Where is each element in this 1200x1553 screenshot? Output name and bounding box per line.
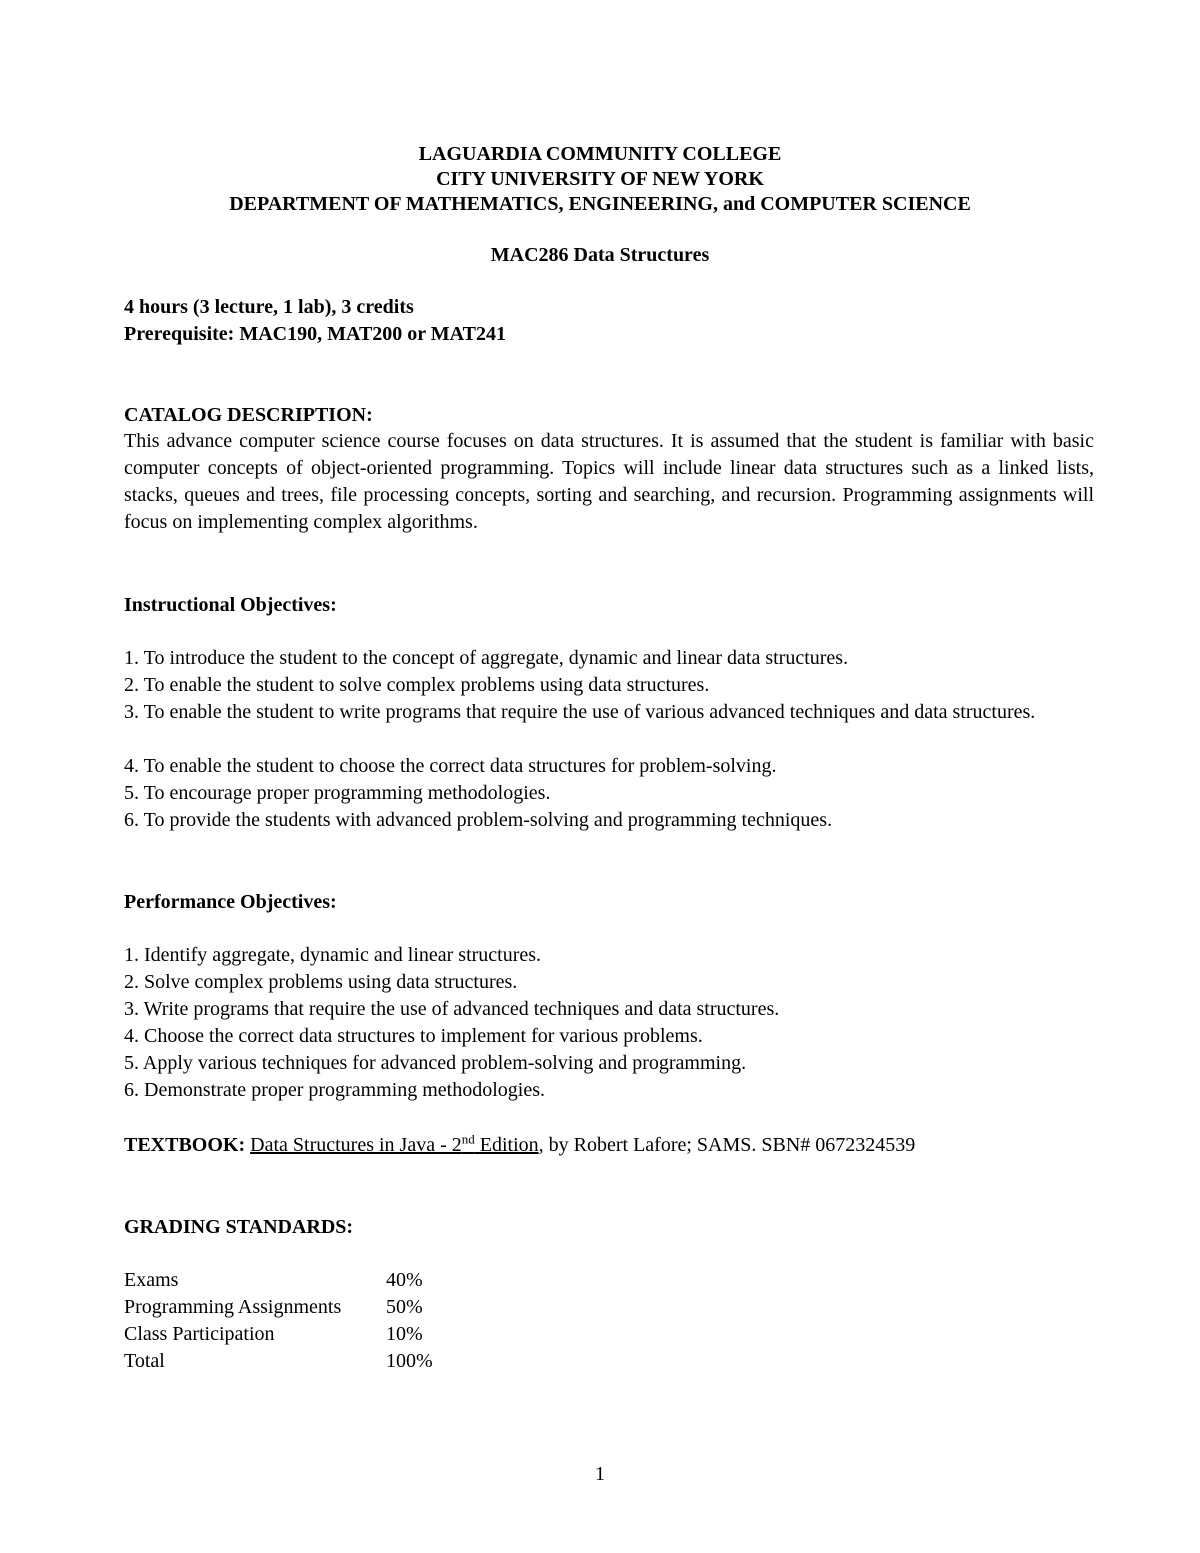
department-name: DEPARTMENT OF MATHEMATICS, ENGINEERING, and COMPUTER SCIENCE: [229, 193, 971, 215]
grading-label: Class Participation: [124, 1323, 275, 1345]
instructional-heading: Instructional Objectives:: [124, 594, 337, 616]
textbook-label: TEXTBOOK:: [124, 1134, 246, 1156]
instructional-item: 3. To enable the student to write programs that require the use of various advanced techniques and data structures.: [124, 701, 1036, 723]
instructional-item: 2. To enable the student to solve complex problems using data structures.: [124, 674, 710, 696]
course-title: MAC286 Data Structures: [490, 244, 710, 266]
performance-heading: Performance Objectives:: [124, 891, 337, 913]
instructional-item: 4. To enable the student to choose the correct data structures for problem-solving.: [124, 755, 777, 777]
college-name: LAGUARDIA COMMUNITY COLLEGE: [418, 143, 782, 165]
grading-label: Exams: [124, 1269, 179, 1291]
textbook-title: [250, 1131, 539, 1156]
performance-item: 3. Write programs that require the use of advanced techniques and data structures.: [124, 998, 780, 1020]
university-name: CITY UNIVERSITY OF NEW YORK: [436, 168, 764, 190]
catalog-heading: CATALOG DESCRIPTION:: [124, 404, 373, 426]
grading-value: 100%: [386, 1350, 433, 1372]
page-number: 1: [595, 1463, 605, 1485]
textbook-line: [124, 1132, 915, 1158]
grading-value: 10%: [386, 1323, 423, 1345]
textbook-details: , by Robert Lafore; SAMS. SBN# 0672324539: [538, 1134, 916, 1156]
textbook-title-sup: nd: [461, 1131, 475, 1147]
performance-item: 5. Apply various techniques for advanced problem-solving and programming.: [124, 1052, 747, 1074]
performance-item: 6. Demonstrate proper programming methodologies.: [124, 1079, 546, 1101]
textbook-title-end: Edition: [474, 1134, 539, 1156]
textbook-title-main: Data Structures in Java - 2: [250, 1134, 462, 1156]
grading-value: 50%: [386, 1296, 423, 1318]
instructional-item: 6. To provide the students with advanced problem-solving and programming techniques.: [124, 809, 833, 831]
course-hours: 4 hours (3 lecture, 1 lab), 3 credits: [124, 296, 414, 318]
instructional-item: 5. To encourage proper programming methodologies.: [124, 782, 551, 804]
course-prerequisite: Prerequisite: MAC190, MAT200 or MAT241: [124, 323, 506, 345]
grading-value: 40%: [386, 1269, 423, 1291]
grading-label: Programming Assignments: [124, 1296, 342, 1318]
performance-item: 4. Choose the correct data structures to implement for various problems.: [124, 1025, 703, 1047]
instructional-item: 1. To introduce the student to the concept of aggregate, dynamic and linear data structures.: [124, 647, 849, 669]
performance-item: 1. Identify aggregate, dynamic and linear structures.: [124, 944, 542, 966]
catalog-description: This advance computer science course focuses on data structures. It is assumed that the student is familiar with basic computer concepts of object-oriented programming. Topics will include linear data structures such as a linked lists, stacks, queues and trees, file processing concepts, sorting and searching, and recursion. Programming assignments will focus on implementing complex algorithms.: [124, 430, 1094, 533]
grading-label: Total: [124, 1350, 165, 1372]
performance-item: 2. Solve complex problems using data structures.: [124, 971, 518, 993]
grading-heading: GRADING STANDARDS:: [124, 1216, 354, 1238]
